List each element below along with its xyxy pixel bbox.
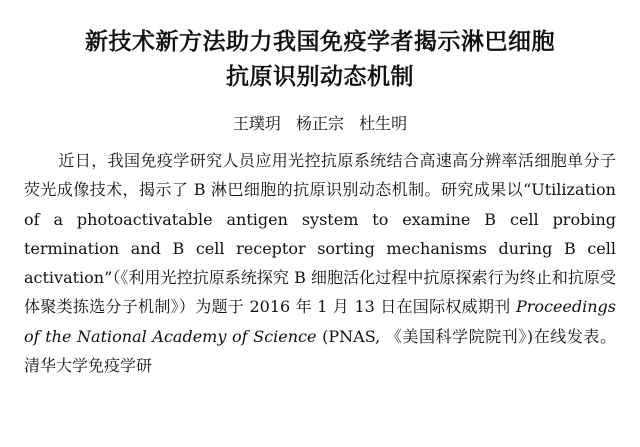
- article-title-line-1: 新技术新方法助力我国免疫学者揭示淋巴细胞: [85, 29, 555, 55]
- author-list: [0, 113, 640, 135]
- author-name: 杨正宗: [295, 114, 344, 133]
- paragraph-text-part-1: 近日，我国免疫学研究人员应用光控抗原系统结合高速高分辨率活细胞单分子荧光成像技术，揭示了 B 淋巴细胞的抗原识别动态机制。研究成果以“Utilization of a photoactivatable antigen system to examine B cell probing termination and B cell receptor sorting mechanisms during B cell activation”（《利用光控抗原系统探究 B 细胞活化过程中抗原探索行为终止和抗原受体聚类拣选分子机制》）为题于 2016 年 1 月 13 日在国际权威期刊: [24, 151, 616, 317]
- paragraph-text-part-2: (PNAS, 《美国科学院院刊》)在线发表。清华大学免疫学研: [24, 326, 616, 376]
- article-title-line-2: 抗原识别动态机制: [226, 64, 414, 90]
- author-name: 王璞玥: [232, 114, 281, 133]
- journal-name: Proceedings of the National Academy of Science: [24, 297, 616, 346]
- author-name: 杜生明: [359, 114, 408, 133]
- article-body-paragraph: [24, 146, 616, 380]
